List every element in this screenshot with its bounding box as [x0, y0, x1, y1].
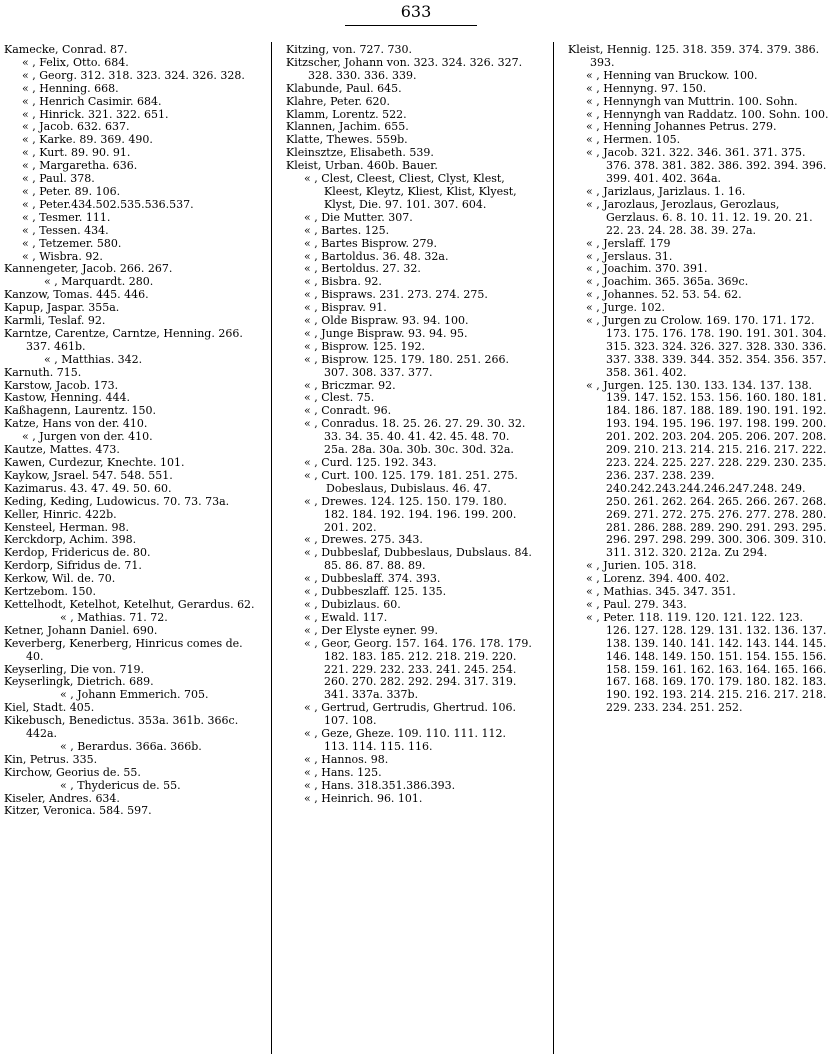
- index-entry: « , Henning van Bruckow. 100.: [586, 68, 758, 82]
- index-entry: Kiseler, Andres. 634.: [4, 791, 120, 805]
- index-entry: « , Hans. 318.351.386.393.: [304, 778, 456, 792]
- index-entry: Keverberg, Kenerberg, Hinricus comes de. 40.: [4, 636, 243, 663]
- index-entry: « , Heinrich. 96. 101.: [304, 791, 423, 805]
- index-entry: Karstow, Jacob. 173.: [4, 378, 119, 392]
- index-entry: « , Paul. 279. 343.: [586, 597, 687, 611]
- index-entry: « , Conradus. 18. 25. 26. 27. 29. 30. 32. 33. 34. 35. 40. 41. 42. 45. 48. 70. 25a. 28a. 30a. 30b. 30c. 30d. 32a.: [304, 417, 526, 457]
- index-entry: « , Die Mutter. 307.: [304, 210, 413, 224]
- index-entry: « , Wisbra. 92.: [22, 249, 103, 263]
- index-entry: « , Conradt. 96.: [304, 404, 392, 418]
- index-entry: « , Johann Emmerich. 705.: [60, 688, 209, 702]
- index-entry: « , Hinrick. 321. 322. 651.: [22, 107, 169, 121]
- index-entry: Keyserling, Die von. 719.: [4, 662, 144, 676]
- index-entry: « , Peter. 118. 119. 120. 121. 122. 123. 126. 127. 128. 129. 131. 132. 136. 137. 138. 139. 140. 141. 142. 143. 144. 145. 146. 148. 149. 150. 151. 154. 155. 156. 158. 159. 161. 162. 163. 164. 165. 166. 167. 168. 169. 170. 179. 180. 182. 183. 190. 192. 193. 214. 215. 216. 217. 218. 229. 233. 234. 251. 252.: [586, 610, 827, 715]
- index-entry: « , Kurt. 89. 90. 91.: [22, 146, 131, 160]
- index-entry: Kitzer, Veronica. 584. 597.: [4, 804, 152, 818]
- index-entry: Kleinsztze, Elisabeth. 539.: [286, 146, 434, 160]
- index-entry: « , Peter. 89. 106.: [22, 184, 121, 198]
- index-entry: Klabunde, Paul. 645.: [286, 81, 402, 95]
- index-entry: Kerkow, Wil. de. 70.: [4, 572, 116, 586]
- index-entry: « , Dubbeslaf, Dubbeslaus, Dubslaus. 84. 85. 86. 87. 88. 89.: [304, 546, 532, 573]
- index-entry: Kamecke, Conrad. 87.: [4, 43, 128, 56]
- index-column-2: [286, 44, 533, 805]
- index-entry: « , Thydericus de. 55.: [60, 778, 181, 792]
- index-entry: « , Henning Johannes Petrus. 279.: [586, 120, 777, 134]
- index-entry: Kitzscher, Johann von. 323. 324. 326. 327. 328. 330. 336. 339.: [286, 55, 523, 82]
- index-entry: « , Hennyngh van Muttrin. 100. Sohn.: [586, 94, 798, 108]
- index-entry: « , Dubbeszlaff. 125. 135.: [304, 585, 447, 599]
- index-entry: « , Jurgen von der. 410.: [22, 430, 153, 444]
- index-entry: Kleist, Urban. 460b. Bauer.: [286, 159, 438, 173]
- index-entry: « , Henning. 668.: [22, 81, 119, 95]
- index-entry: Karnuth. 715.: [4, 365, 82, 379]
- index-entry: « , Hans. 125.: [304, 765, 382, 779]
- index-entry: « , Matthias. 342.: [44, 352, 143, 366]
- index-entry: Kawen, Curdezur, Knechte. 101.: [4, 456, 185, 469]
- index-entry: « , Junge Bispraw. 93. 94. 95.: [304, 326, 468, 340]
- index-entry: « , Berardus. 366a. 366b.: [60, 739, 202, 753]
- index-entry: « , Peter.434.502.535.536.537.: [22, 197, 194, 211]
- index-entry: « , Georg. 312. 318. 323. 324. 326. 328.: [22, 68, 245, 82]
- index-entry: « , Gertrud, Gertrudis, Ghertrud. 106. 107. 108.: [304, 701, 517, 728]
- index-entry: « , Lorenz. 394. 400. 402.: [586, 572, 730, 586]
- index-entry: Kerdop, Fridericus de. 80.: [4, 546, 151, 560]
- index-entry: Keller, Hinric. 422b.: [4, 507, 117, 521]
- index-entry: Kaßhagenn, Laurentz. 150.: [4, 404, 156, 418]
- index-entry: Kertzebom. 150.: [4, 585, 96, 599]
- index-column-3: [568, 44, 830, 715]
- index-entry: « , Margaretha. 636.: [22, 159, 138, 173]
- header-rule: [345, 25, 477, 26]
- index-entry: « , Clest, Cleest, Cliest, Clyst, Klest, Kleest, Kleytz, Kliest, Klist, Klyest, Klyst, Die. 97. 101. 307. 604.: [304, 172, 517, 211]
- index-entry: « , Hermen. 105.: [586, 133, 681, 147]
- index-entry: « , Jurgen. 125. 130. 133. 134. 137. 138. 139. 147. 152. 153. 156. 160. 180. 181. 184. 186. 187. 188. 189. 190. 191. 192. 193. 194. 195. 196. 197. 198. 199. 200. 201. 202. 203. 204. 205. 206. 207. 208. 209. 210. 213. 214. 215. 216. 217. 222. 223. 224. 225. 227. 228. 229. 230. 235. 236. 237. 238. 239. 240.242.243.244.246.247.248. 249. 250. 261. 262. 264. 265. 266. 267. 268. 269. 271. 272. 275. 276. 277. 278. 280. 281. 286. 288. 289. 290. 291. 293. 295. 296. 297. 298. 299. 300. 306. 309. 310. 311. 312. 320. 212a. Zu 294.: [586, 378, 827, 560]
- index-entry: Kautze, Mattes. 473.: [4, 443, 120, 457]
- index-entry: « , Paul. 378.: [22, 172, 95, 186]
- column-divider-left: [271, 42, 272, 1054]
- index-entry: Keyserlingk, Dietrich. 689.: [4, 675, 154, 689]
- index-entry: « , Mathias. 345. 347. 351.: [586, 585, 736, 599]
- index-entry: « , Joachim. 365. 365a. 369c.: [586, 275, 749, 289]
- index-entry: « , Bisbra. 92.: [304, 275, 382, 289]
- index-entry: Kannengeter, Jacob. 266. 267.: [4, 262, 173, 276]
- index-entry: « , Jurgen zu Crolow. 169. 170. 171. 172. 173. 175. 176. 178. 190. 191. 301. 304. 315. 323. 324. 326. 327. 328. 330. 336. 337. 338. 339. 344. 352. 354. 356. 357. 358. 361. 402.: [586, 314, 827, 379]
- index-entry: Kikebusch, Benedictus. 353a. 361b. 366c. 442a.: [4, 714, 239, 741]
- page-number: 633: [400, 2, 432, 21]
- index-entry: Kettelhodt, Ketelhot, Ketelhut, Gerardus. 62.: [4, 597, 255, 611]
- index-entry: Kastow, Henning. 444.: [4, 391, 130, 405]
- index-entry: « , Jerslaus. 31.: [586, 249, 673, 263]
- index-entry: Kazimarus. 43. 47. 49. 50. 60.: [4, 481, 172, 495]
- index-entry: « , Jacob. 632. 637.: [22, 120, 130, 134]
- index-entry: « , Jarozlaus, Jerozlaus, Gerozlaus, Gerzlaus. 6. 8. 10. 11. 12. 19. 20. 21. 22. 23. 24. 28. 38. 39. 27a.: [586, 197, 813, 237]
- index-entry: « , Bisprow. 125. 179. 180. 251. 266. 307. 308. 337. 377.: [304, 352, 509, 379]
- index-entry: Kitzing, von. 727. 730.: [286, 43, 412, 56]
- index-entry: « , Hannos. 98.: [304, 752, 389, 766]
- index-entry: Klamm, Lorentz. 522.: [286, 107, 407, 121]
- index-entry: « , Briczmar. 92.: [304, 378, 396, 392]
- index-entry: « , Bisprav. 91.: [304, 301, 387, 315]
- index-entry: « , Clest. 75.: [304, 391, 375, 405]
- index-entry: « , Tesmer. 111.: [22, 210, 111, 224]
- index-entry: « , Dubizlaus. 60.: [304, 597, 401, 611]
- index-entry: « , Bispraws. 231. 273. 274. 275.: [304, 288, 488, 302]
- index-entry: « , Hennyng. 97. 150.: [586, 81, 707, 95]
- index-entry: Kerckdorp, Achim. 398.: [4, 533, 137, 547]
- index-entry: « , Bertoldus. 27. 32.: [304, 262, 421, 276]
- index-entry: « , Geze, Gheze. 109. 110. 111. 112. 113. 114. 115. 116.: [304, 727, 506, 753]
- index-entry: Dobeslaus, Dubislaus. 46. 47.: [326, 481, 491, 495]
- index-entry: « , Henrich Casimir. 684.: [22, 94, 162, 108]
- index-entry: Kensteel, Herman. 98.: [4, 520, 130, 534]
- index-entry: « , Drewes. 275. 343.: [304, 533, 423, 547]
- index-entry: « , Curt. 100. 125. 179. 181. 251. 275.: [304, 468, 518, 482]
- index-entry: « , Geor, Georg. 157. 164. 176. 178. 179. 182. 183. 185. 212. 218. 219. 220. 221. 229. 232. 233. 241. 245. 254. 260. 270. 282. 292. 294. 317. 319. 341. 337a. 337b.: [304, 636, 532, 702]
- index-entry: Karntze, Carentze, Carntze, Henning. 266. 337. 461b.: [4, 326, 243, 353]
- index-entry: Klannen, Jachim. 655.: [286, 120, 409, 134]
- index-entry: Kanzow, Tomas. 445. 446.: [4, 288, 149, 302]
- index-entry: « , Karke. 89. 369. 490.: [22, 133, 153, 147]
- index-entry: Klahre, Peter. 620.: [286, 94, 391, 108]
- index-entry: Klatte, Thewes. 559b.: [286, 133, 408, 147]
- index-entry: « , Johannes. 52. 53. 54. 62.: [586, 288, 742, 302]
- index-entry: Karmli, Teslaf. 92.: [4, 314, 106, 328]
- index-entry: « , Tessen. 434.: [22, 223, 109, 237]
- index-entry: « , Joachim. 370. 391.: [586, 262, 708, 276]
- index-entry: « , Jacob. 321. 322. 346. 361. 371. 375. 376. 378. 381. 382. 386. 392. 394. 396. 399. 401. 402. 364a.: [586, 146, 827, 186]
- index-entry: « , Bartoldus. 36. 48. 32a.: [304, 249, 449, 263]
- index-entry: « , Der Elyste eyner. 99.: [304, 623, 438, 637]
- index-entry: « , Jerslaff. 179: [586, 236, 671, 250]
- index-entry: Ketner, Johann Daniel. 690.: [4, 623, 158, 637]
- index-entry: Keding, Keding, Ludowicus. 70. 73. 73a.: [4, 494, 230, 508]
- index-entry: « , Bartes Bisprow. 279.: [304, 236, 437, 250]
- index-entry: Kirchow, Georius de. 55.: [4, 765, 141, 779]
- index-entry: « , Tetzemer. 580.: [22, 236, 122, 250]
- index-entry: Kerdorp, Sifridus de. 71.: [4, 559, 142, 573]
- index-entry: « , Drewes. 124. 125. 150. 179. 180. 182. 184. 192. 194. 196. 199. 200. 201. 202.: [304, 494, 517, 534]
- index-entry: « , Ewald. 117.: [304, 610, 388, 624]
- index-entry: « , Bisprow. 125. 192.: [304, 339, 425, 353]
- index-entry: Kin, Petrus. 335.: [4, 752, 98, 766]
- index-entry: Kaykow, Jsrael. 547. 548. 551.: [4, 468, 173, 482]
- index-entry: « , Curd. 125. 192. 343.: [304, 456, 437, 469]
- index-entry: « , Marquardt. 280.: [44, 275, 154, 289]
- index-entry: Kleist, Hennig. 125. 318. 359. 374. 379. 386. 393.: [568, 43, 820, 69]
- index-entry: « , Felix, Otto. 684.: [22, 55, 129, 69]
- index-entry: « , Olde Bispraw. 93. 94. 100.: [304, 314, 469, 328]
- index-entry: « , Bartes. 125.: [304, 223, 390, 237]
- index-entry: « , Mathias. 71. 72.: [60, 610, 168, 624]
- index-entry: Kiel, Stadt. 405.: [4, 701, 95, 715]
- index-entry: « , Jurien. 105. 318.: [586, 559, 697, 573]
- index-entry: « , Dubbeslaff. 374. 393.: [304, 572, 441, 586]
- index-entry: « , Jarizlaus, Jarizlaus. 1. 16.: [586, 184, 746, 198]
- index-column-1: [4, 44, 262, 818]
- column-divider-right: [553, 42, 554, 1054]
- index-entry: Kapup, Jaspar. 355a.: [4, 301, 120, 315]
- index-entry: « , Jurge. 102.: [586, 301, 666, 315]
- index-entry: « , Hennyngh van Raddatz. 100. Sohn. 100.: [586, 107, 829, 121]
- index-entry: Katze, Hans von der. 410.: [4, 417, 148, 431]
